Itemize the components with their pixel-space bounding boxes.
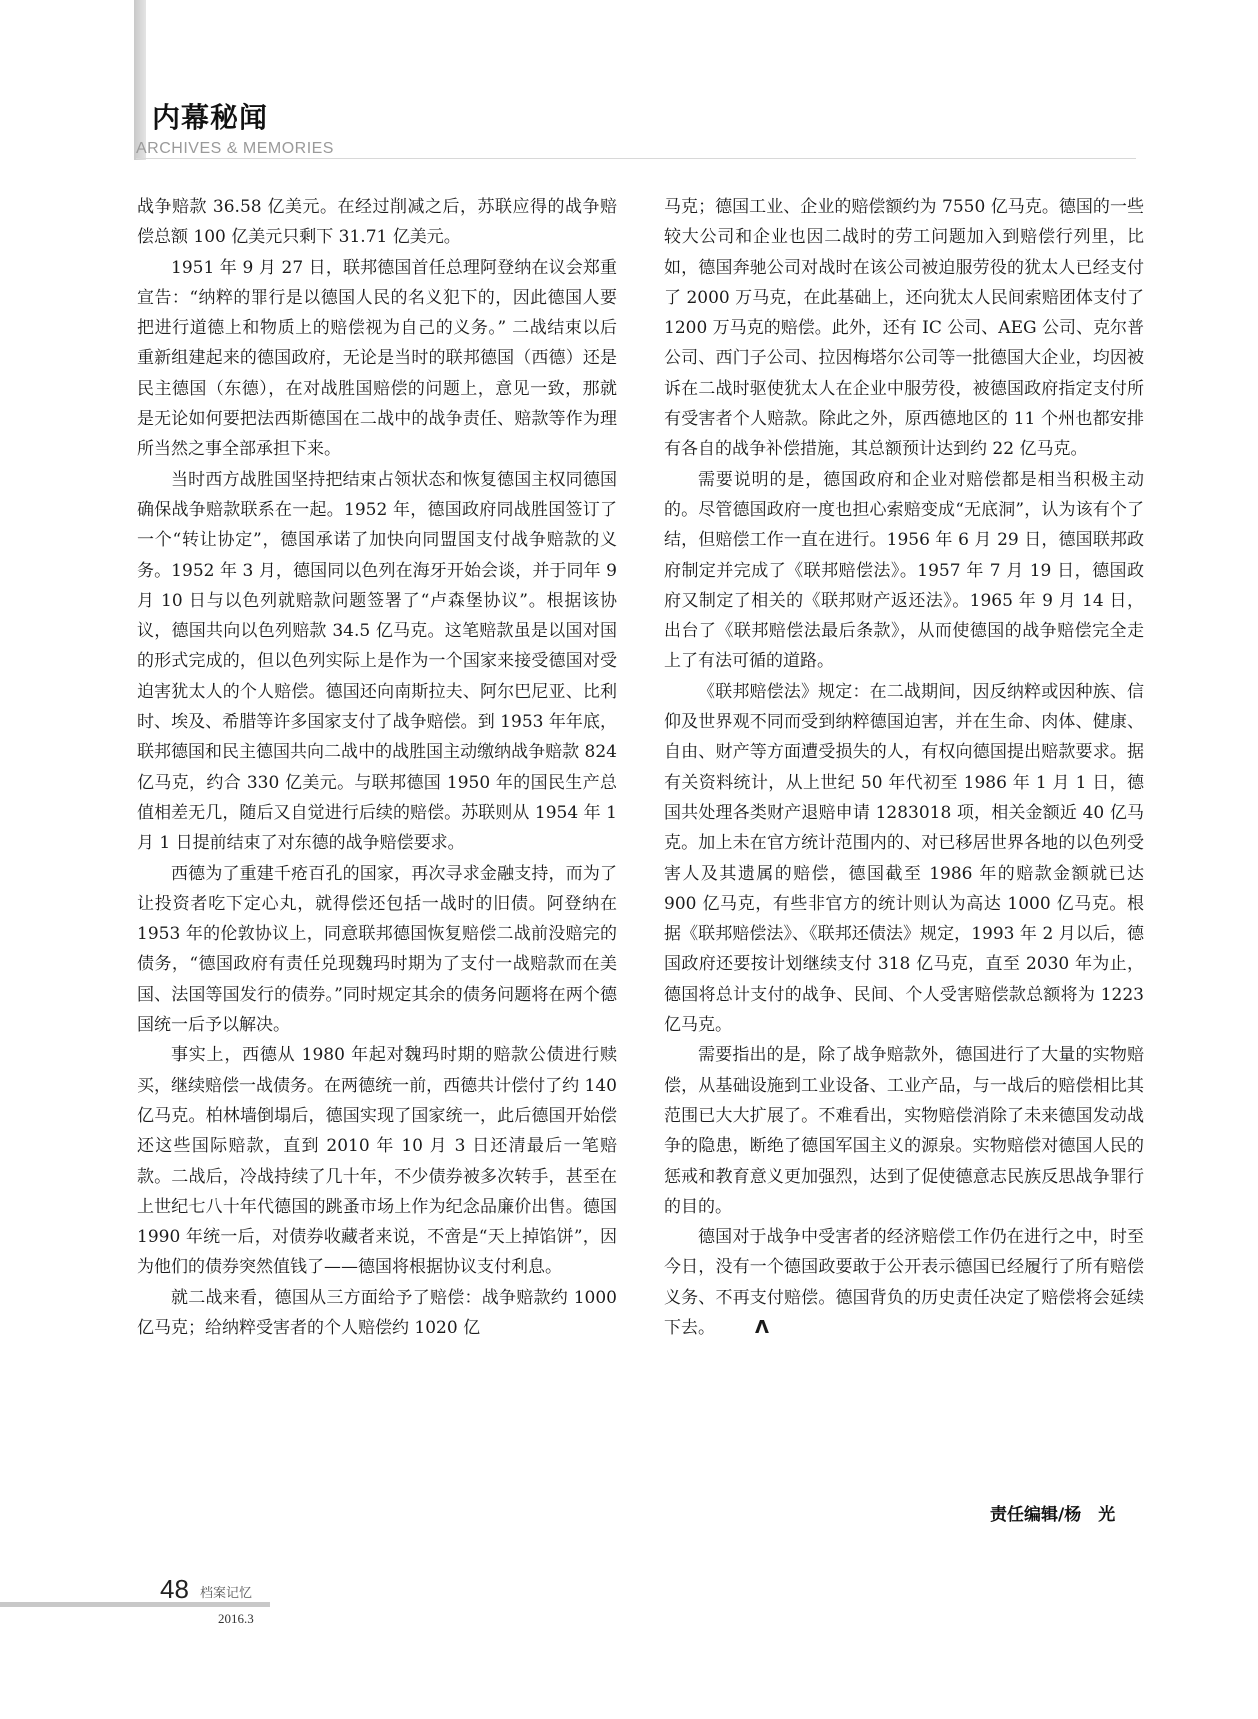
section-title: 内幕秘闻	[152, 101, 269, 134]
paragraph: 事实上，西德从 1980 年起对魏玛时期的赔款公债进行赎买，继续赔偿一战债务。在两德统一前，西德共计偿付了约 140 亿马克。柏林墙倒塌后，德国实现了国家统一，此后德国开始偿还这些国际赔款，直到 2010 年 10 月 3 日还清最后一笔赔款。二战后，冷战持续了几十年，不少债券被多次转手，甚至在上世纪七八十年代德国的跳蚤市场上作为纪念品廉价出售。德国 1990 年统一后，对债券收藏者来说，不啻是“天上掉馅饼”，因为他们的债券突然值钱了——德国将根据协议支付利息。	[137, 1045, 617, 1278]
issue-number: 2016.3	[218, 1611, 254, 1626]
paragraph-last	[664, 1222, 1144, 1343]
header-side-bar	[134, 0, 146, 160]
left-column	[137, 192, 617, 1343]
page-number: 48	[160, 1574, 189, 1604]
paragraph: 就二战来看，德国从三方面给予了赔偿：战争赔款约 1000 亿马克；给纳粹受害者的个人赔偿约 1020 亿	[137, 1287, 617, 1338]
paragraph: 需要指出的是，除了战争赔款外，德国进行了大量的实物赔偿，从基础设施到工业设备、工业产品，与一战后的赔偿相比其范围已大大扩展了。不难看出，实物赔偿消除了未来德国发动战争的隐患，断绝了德国军国主义的源泉。实物赔偿对德国人民的惩戒和教育意义更加强烈，达到了促使德意志民族反思战争罪行的目的。	[664, 1045, 1144, 1217]
footer-divider	[0, 1602, 270, 1607]
paragraph: 1951 年 9 月 27 日，联邦德国首任总理阿登纳在议会郑重宣告：“纳粹的罪行是以德国人民的名义犯下的，因此德国人要把进行道德上和物质上的赔偿视为自己的义务。” 二战结束以后重新组建起来的德国政府，无论是当时的联邦德国（西德）还是民主德国（东德），在对战胜国赔偿的问题上，意见一致，那就是无论如何要把法西斯德国在二战中的战争责任、赔款等作为理所当然之事全部承担下来。	[137, 257, 617, 460]
paragraph: 战争赔款 36.58 亿美元。在经过削减之后，苏联应得的战争赔偿总额 100 亿美元只剩下 31.71 亿美元。	[137, 197, 617, 248]
paragraph: 西德为了重建千疮百孔的国家，再次寻求金融支持，而为了让投资者吃下定心丸，就得偿还包括一战时的旧债。阿登纳在 1953 年的伦敦协议上，同意联邦德国恢复赔偿二战前没赔完的债务，“德国政府有责任兑现魏玛时期为了支付一战赔款而在美国、法国等国发行的债券。”同时规定其余的债务问题将在两个德国统一后予以解决。	[137, 863, 617, 1036]
paragraph-text: 德国对于战争中受害者的经济赔偿工作仍在进行之中，时至今日，没有一个德国政要敢于公开表示德国已经履行了所有赔偿义务、不再支付赔偿。德国背负的历史责任决定了赔偿将会延续下去。	[664, 1227, 1144, 1338]
header-divider	[136, 158, 1136, 159]
end-mark-icon: Λ	[755, 1316, 769, 1338]
paragraph: 当时西方战胜国坚持把结束占领状态和恢复德国主权同德国确保战争赔款联系在一起。1952 年，德国政府同战胜国签订了一个“转让协定”，德国承诺了加快向同盟国支付战争赔款的义务。1952 年 3 月，德国同以色列在海牙开始会谈，并于同年 9 月 10 日与以色列就赔款问题签署了“卢森堡协议”。根据该协议，德国共向以色列赔款 34.5 亿马克。这笔赔款虽是以国对国的形式完成的，但以色列实际上是作为一个国家来接受德国对受迫害犹太人的个人赔偿。德国还向南斯拉夫、阿尔巴尼亚、比利时、埃及、希腊等许多国家支付了战争赔偿。到 1953 年年底，联邦德国和民主德国共向二战中的战胜国主动缴纳战争赔款 824 亿马克，约合 330 亿美元。与联邦德国 1950 年的国民生产总值相差无几，随后又自觉进行后续的赔偿。苏联则从 1954 年 1 月 1 日提前结束了对东德的战争赔偿要求。	[137, 469, 617, 854]
paragraph: 需要说明的是，德国政府和企业对赔偿都是相当积极主动的。尽管德国政府一度也担心索赔变成“无底洞”，认为该有个了结，但赔偿工作一直在进行。1956 年 6 月 29 日，德国联邦政府制定并完成了《联邦赔偿法》。1957 年 7 月 19 日，德国政府又制定了相关的《联邦财产返还法》。1965 年 9 月 14 日，出台了《联邦赔偿法最后条款》，从而使德国的战争赔偿完全走上了有法可循的道路。	[664, 469, 1144, 672]
magazine-name: 档案记忆	[200, 1586, 253, 1601]
section-subtitle: ARCHIVES & MEMORIES	[136, 140, 334, 157]
editor-credit: 责任编辑/杨 光	[990, 1505, 1116, 1525]
paragraph: 《联邦赔偿法》规定：在二战期间，因反纳粹或因种族、信仰及世界观不同而受到纳粹德国迫害，并在生命、肉体、健康、自由、财产等方面遭受损失的人，有权向德国提出赔款要求。据有关资料统计，从上世纪 50 年代初至 1986 年 1 月 1 日，德国共处理各类财产退赔申请 1283018 项，相关金额近 40 亿马克。加上未在官方统计范围内的、对已移居世界各地的以色列受害人及其遗属的赔偿，德国截至 1986 年的赔款金额就已达 900 亿马克，有些非官方的统计则认为高达 1000 亿马克。根据《联邦赔偿法》、《联邦还债法》规定，1993 年 2 月以后，德国政府还要按计划继续支付 318 亿马克，直至 2030 年为止，德国将总计支付的战争、民间、个人受害赔偿款总额将为 1223 亿马克。	[664, 681, 1144, 1036]
paragraph: 马克；德国工业、企业的赔偿额约为 7550 亿马克。德国的一些较大公司和企业也因二战时的劳工问题加入到赔偿行列里，比如，德国奔驰公司对战时在该公司被迫服劳役的犹太人已经支付了 2000 万马克，在此基础上，还向犹太人民间索赔团体支付了 1200 万马克的赔偿。此外，还有 IC 公司、AEG 公司、克尔普公司、西门子公司、拉因梅塔尔公司等一批德国大企业，均因被诉在二战时驱使犹太人在企业中服劳役，被德国政府指定支付所有受害者个人赔款。除此之外，原西德地区的 11 个州也都安排有各自的战争补偿措施，其总额预计达到约 22 亿马克。	[664, 197, 1144, 460]
right-column	[664, 192, 1144, 1343]
